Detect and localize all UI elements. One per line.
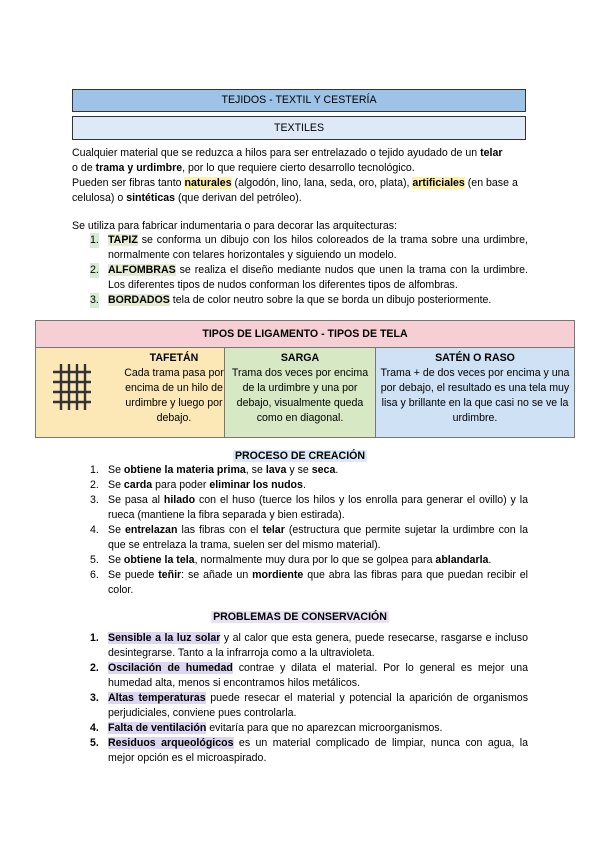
list-text: contrae y dilata el material. Por lo general es mejor una humedad alta, menos si encontramos hilos metálicos.	[108, 662, 529, 689]
list-item	[90, 233, 528, 263]
table-cell-saten	[376, 348, 574, 437]
list-term: Altas temperaturas	[108, 692, 206, 704]
list-item	[90, 463, 528, 478]
list-number: 3.	[90, 494, 99, 506]
list-text: Se	[108, 554, 124, 566]
list-item	[90, 478, 528, 493]
table-cell-tafetan	[36, 348, 225, 437]
list-term: hilado	[163, 494, 196, 506]
section-title-textiles: TEXTILES	[72, 116, 526, 140]
list-text: evitaría para que no aparezcan microorganismos.	[206, 722, 443, 734]
list-text: .	[335, 464, 339, 476]
term-tapiz: TAPIZ	[108, 234, 138, 246]
list-text: : se añade un	[181, 569, 253, 581]
list-item	[90, 293, 528, 308]
list-term: obtiene la materia prima	[123, 464, 246, 476]
term-sinteticas: sintéticas	[126, 192, 176, 204]
list-text: Se pasa al	[108, 494, 164, 506]
intro-text: (algodón, lino, lana, seda, oro, plata),	[231, 177, 413, 189]
list-number: 1.	[90, 464, 99, 476]
list-number: 2.	[90, 479, 99, 491]
intro-paragraph	[72, 146, 532, 206]
list-term: telar	[262, 524, 285, 536]
list-item	[90, 721, 528, 736]
list-number: 1.	[90, 234, 99, 246]
list-text: es un material complicado de limpiar, nunca con agua, la mejor opción es el microaspirado.	[108, 737, 528, 764]
list-number: 2.	[90, 264, 99, 276]
intro-text: (en base a celulosa) o	[72, 177, 518, 204]
list-text: y al calor que esta genera, puede resecarse, rasgarse e incluso desintegrarse. Tanto a la infrarroja como a la ultravioleta.	[108, 632, 528, 659]
list-number: 2.	[90, 662, 99, 674]
list-term: teñir	[158, 569, 182, 581]
list-term: Falta de ventilación	[108, 722, 207, 734]
list-term: lava	[265, 464, 287, 476]
process-list	[90, 463, 528, 598]
section-title-conservation	[0, 610, 600, 625]
list-number: 1.	[90, 632, 99, 644]
term-trama-urdimbre: trama y urdimbre	[95, 162, 183, 174]
weave-types-table	[35, 320, 575, 438]
list-text: se conforma un dibujo con los hilos coloreados de la trama sobre una urdimbre, normalmente con telares horizontales y siguiendo un modelo.	[108, 234, 528, 261]
term-naturales: naturales	[184, 177, 232, 189]
list-term: eliminar los nudos	[209, 479, 303, 491]
list-number: 3.	[90, 294, 99, 306]
intro-text: , por lo que requiere cierto desarrollo tecnológico.	[182, 162, 415, 174]
cell-text: Cada trama pasa por encima de un hilo de urdimbre y luego por debajo.	[124, 367, 224, 424]
list-number: 6.	[90, 569, 99, 581]
list-number: 4.	[90, 524, 99, 536]
list-number: 4.	[90, 722, 99, 734]
main-title: TEJIDOS - TEXTIL Y CESTERÍA	[72, 89, 526, 112]
term-bordados: BORDADOS	[108, 294, 170, 306]
list-text: Se	[108, 464, 124, 476]
cell-title: SARGA	[280, 352, 320, 364]
uses-intro: Se utiliza para fabricar indumentaria o para decorar las arquitecturas:	[72, 220, 398, 232]
list-number: 3.	[90, 692, 99, 704]
list-text: que abra las fibras para que puedan recibir el color.	[108, 569, 528, 596]
list-text: Se puede	[108, 569, 159, 581]
table-title: TIPOS DE LIGAMENTO - TIPOS DE TELA	[36, 321, 574, 348]
table-cell-sarga	[225, 348, 376, 437]
list-term: Residuos arqueológicos	[108, 737, 234, 749]
list-term: mordiente	[252, 569, 304, 581]
term-alfombras: ALFOMBRAS	[108, 264, 176, 276]
term-artificiales: artificiales	[412, 177, 465, 189]
intro-text: o de	[72, 162, 96, 174]
cell-text: Trama + de dos veces por encima y una por debajo, el resultado es una tela muy lisa y brillante en la que casi no se ve la urdimbre.	[380, 367, 570, 424]
list-term: entrelazan	[125, 524, 178, 536]
craft-list	[90, 233, 528, 308]
list-number: 5.	[90, 554, 99, 566]
list-text: con el huso (tuerce los hilos y los enrolla para generar el ovillo) y la rueca (mantiene la fibra separada y bien estirada).	[108, 494, 528, 521]
list-text: las fibras con el	[177, 524, 263, 536]
list-text: .	[488, 554, 492, 566]
list-term: obtiene la tela	[123, 554, 195, 566]
cell-title: SATÉN O RASO	[435, 352, 515, 364]
list-item	[90, 631, 528, 661]
list-text: puede resecar el material y potencial la aparición de organismos perjudiciales, conviene pues controlarla.	[108, 692, 528, 719]
list-text: tela de color neutro sobre la que se borda un dibujo posteriormente.	[169, 294, 492, 306]
list-item	[90, 263, 528, 293]
list-term: ablandarla	[435, 554, 489, 566]
list-item	[90, 661, 528, 691]
list-term: seca	[311, 464, 336, 476]
list-number: 5.	[90, 737, 99, 749]
list-item	[90, 691, 528, 721]
weave-pattern-icon	[51, 362, 91, 412]
intro-text: Pueden ser fibras tanto	[72, 177, 185, 189]
intro-text: Cualquier material que se reduzca a hilos para ser entrelazado o tejido ayudado de un	[72, 147, 481, 159]
list-item	[90, 553, 528, 568]
section-title-text: PROCESO DE CREACIÓN	[234, 450, 366, 462]
cell-title: TAFETÁN	[149, 352, 199, 364]
list-text: Se	[108, 524, 126, 536]
intro-text: (que derivan del petróleo).	[175, 192, 302, 204]
list-text: y se	[286, 464, 312, 476]
cell-text: Trama dos veces por encima de la urdimbre y una por debajo, visualmente queda como en diagonal.	[231, 367, 369, 424]
list-text: Se	[108, 479, 124, 491]
list-term: Sensible a la luz solar	[108, 632, 221, 644]
list-item	[90, 493, 528, 523]
list-text: (estructura que permite sujetar la urdimbre con la que se entrelaza la trama, suelen ser del mismo material).	[108, 524, 528, 551]
conservation-list	[90, 631, 528, 766]
list-text: se realiza el diseño mediante nudos que unen la trama con la urdimbre. Los diferentes tipos de nudos conforman los diferentes tipos de alfombras.	[108, 264, 528, 291]
section-title-process	[0, 449, 600, 464]
list-text: para poder	[152, 479, 210, 491]
list-item	[90, 568, 528, 598]
list-term: carda	[123, 479, 153, 491]
list-term: Oscilación de humedad	[108, 662, 233, 674]
list-item	[90, 523, 528, 553]
list-text: , se	[245, 464, 266, 476]
term-telar: telar	[480, 147, 503, 159]
section-title-text: PROBLEMAS DE CONSERVACIÓN	[213, 611, 387, 623]
list-text: , normalmente muy dura por lo que se golpea para	[194, 554, 436, 566]
list-text: .	[302, 479, 306, 491]
list-item	[90, 736, 528, 766]
